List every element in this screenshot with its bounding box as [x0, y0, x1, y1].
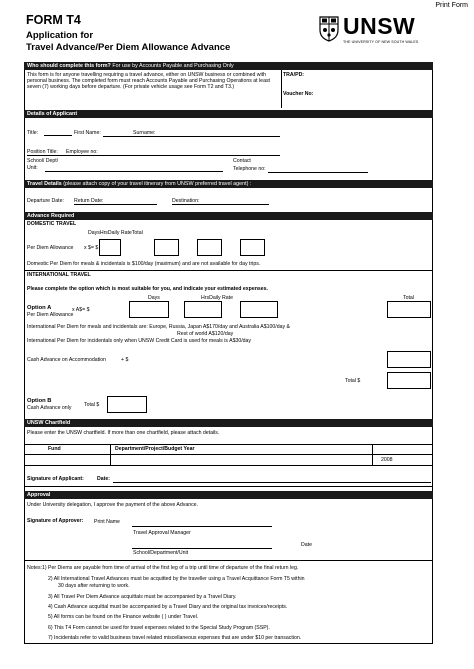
school-field[interactable] [45, 171, 223, 172]
return-label: Return Date: [74, 198, 104, 204]
note-2-cont: 30 days after returning to work. [58, 583, 130, 589]
note-1: Notes:1) Per Diems are payable from time of arrival of the first leg of a trip until time of departure of the final return leg. [27, 565, 299, 571]
telephone-field[interactable] [268, 172, 368, 173]
approval-school-label: School/Department/Unit [133, 550, 189, 556]
chartfield-heading: UNSW Chartfield [27, 420, 71, 426]
destination-field[interactable] [172, 204, 269, 205]
option-a-total-label: Total $ [345, 378, 361, 384]
chartfield-year[interactable]: 2008 [381, 457, 393, 463]
travel-section-heading [24, 180, 433, 188]
approval-note: Under University delegation, I approve the payment of the above Advance. [27, 502, 199, 508]
domestic-rate-input[interactable] [154, 239, 179, 256]
divider [24, 560, 433, 561]
note-4: 4) Cash Advance acquittal must be accompanied by a Travel Diary and the original tax invoices/receipts. [48, 604, 288, 610]
col-days-label: Days [148, 295, 160, 301]
travel-heading: Travel Details [27, 181, 62, 187]
tra-label: TRA/PD: [283, 72, 305, 78]
col-dept-label: Department/Project/Budget Year [115, 446, 195, 452]
applicant-date-label: Date: [97, 476, 110, 482]
option-a-label: Option A [27, 305, 52, 311]
applicant-section-heading [24, 110, 433, 118]
school-label: School/ Dept/ [27, 158, 59, 164]
departure-label: Departure Date: [27, 198, 64, 204]
option-b-total-input[interactable] [107, 396, 147, 413]
domestic-note: Domestic Per Diem for meals & incidentals is $100/day (maximum) and are not available for day trips. [27, 261, 261, 267]
divider [281, 70, 282, 108]
logo-subtitle: THE UNIVERSITY OF NEW SOUTH WALES [343, 40, 419, 44]
form-number: FORM T4 [26, 13, 81, 27]
position-field[interactable] [27, 155, 280, 156]
international-note: Please complete the option which is most suitable for you, and indicate your estimated expenses. [27, 286, 268, 292]
who-section-heading [24, 62, 433, 70]
international-rates-2: Rest of world A$120/day [177, 331, 234, 337]
domestic-columns: DaysHrsDaily RateTotal [88, 230, 143, 236]
domestic-per-diem-label: Per Diem Allowance [27, 245, 74, 251]
note-2: 2) All International Travel Advances must be acquitted by the traveller using a Travel Acquittance Form T5 within [48, 576, 305, 582]
option-b-label: Option B [27, 398, 52, 404]
cash-accommodation-label: Cash Advance on Accommodation [27, 357, 107, 363]
travel-heading-note: (please attach copy of your travel itinerary from UNSW preferred travel agent) : [63, 181, 252, 187]
approver-school-field[interactable] [132, 548, 272, 549]
surname-label: Surname: [133, 130, 156, 136]
option-a-grand-total-input[interactable] [387, 372, 431, 389]
employee-label: Employee no: [66, 149, 98, 155]
international-rates-1: International Per Diem for meals and incidentals are: Europe, Russia, Japan A$170/day and Australia A$100/day & [27, 324, 290, 330]
applicant-signature-field[interactable] [113, 482, 431, 483]
divider [24, 454, 432, 455]
note-7: 7) Incidentals refer to valid business travel related miscellaneous expenses that are under $10 per transaction. [48, 635, 302, 641]
name-field[interactable] [103, 136, 280, 137]
title-label: Title: [27, 130, 39, 136]
title-field[interactable] [44, 135, 72, 136]
divider [24, 270, 433, 271]
option-b-total-label: Total $ [84, 402, 100, 408]
divider [24, 486, 433, 487]
option-a-operators: x A$= $ [72, 307, 90, 313]
option-a-days-input[interactable] [129, 301, 169, 318]
unsw-crest-icon [319, 16, 339, 47]
col-fund-label: Fund [48, 446, 61, 452]
note-5: 5) All forms can be found on the Finance website ( ) under Travel. [48, 614, 199, 620]
unit-label: Unit: [27, 165, 38, 171]
domestic-operators: x $= $ [84, 245, 99, 251]
col-total-label: Total [403, 295, 414, 301]
international-rates-3: International Per Diem for incidentals only when UNSW Credit Card is used for meals is A$30/day [27, 338, 252, 344]
chartfield-note: Please enter the UNSW chartfield. If more than one chartfield, please attach details. [27, 430, 220, 436]
domestic-hrs-input[interactable] [240, 239, 265, 256]
international-heading: INTERNATIONAL TRAVEL [27, 272, 91, 278]
col-hrs-label: HrsDaily Rate [201, 295, 233, 301]
print-name-label: Print Name [94, 519, 120, 525]
note-3: 3) All Travel Per Diem Advance acquittals must be accompanied by a Travel Diary. [48, 594, 237, 600]
domestic-heading: DOMESTIC TRAVEL [27, 221, 77, 227]
telephone-label: Telephone no: [233, 166, 266, 172]
domestic-days-input[interactable] [99, 239, 121, 256]
applicant-signature-label: Signature of Applicant: [27, 476, 84, 482]
chartfield-table [24, 444, 433, 466]
divider [372, 445, 373, 465]
approval-date-label: Date [301, 542, 312, 548]
advance-section-heading [24, 212, 433, 220]
form-title-line1: Application for [26, 30, 94, 41]
option-a-per-diem-label: Per Diem Allowance [27, 312, 74, 318]
who-heading: Who should complete this form? [27, 63, 111, 69]
cash-accommodation-input[interactable] [387, 351, 431, 368]
contact-label: Contact [233, 158, 251, 164]
who-body: This form is for anyone travelling requiring a travel advance, either on UNSW business or combined with personal business. The completed form must reach Accounts Payable and Purchasing Operations at least seven (7) working days before departure. (For private vehicle usage see Form T2 and T3.) [27, 72, 270, 91]
first-name-label: First Name: [74, 130, 101, 136]
option-b-cash-label: Cash Advance only [27, 405, 72, 411]
form-title-line2: Travel Advance/Per Diem Allowance Advance [26, 42, 231, 53]
print-form-button[interactable]: Print Form [435, 2, 468, 9]
cash-accommodation-operators: + $ [121, 357, 129, 363]
return-field[interactable] [74, 204, 157, 205]
approver-name-field[interactable] [132, 526, 272, 527]
applicant-heading: Details of Applicant [27, 111, 78, 117]
approval-section-heading [24, 491, 433, 499]
logo-wordmark: UNSW [343, 13, 416, 39]
who-heading-note: For use by Accounts Payable and Purchasing Only [112, 63, 234, 69]
option-a-rate-input[interactable] [240, 301, 278, 318]
divider [110, 445, 111, 465]
position-label: Position Title: [27, 149, 58, 155]
advance-heading: Advance Required [27, 213, 75, 219]
domestic-total-input[interactable] [197, 239, 222, 256]
voucher-label: Voucher No: [283, 91, 314, 97]
chartfield-section-heading [24, 419, 433, 427]
option-a-hrs-input[interactable] [184, 301, 222, 318]
approval-manager-label: Travel Approval Manager [133, 530, 191, 536]
approver-signature-label: Signature of Approver: [27, 518, 84, 524]
destination-label: Destination: [172, 198, 200, 204]
option-a-total-input[interactable] [387, 301, 431, 318]
approval-heading: Approval [27, 492, 51, 498]
note-6: 6) This T4 Form cannot be used for travel expenses related to the Special Study Program (SSP). [48, 625, 270, 631]
